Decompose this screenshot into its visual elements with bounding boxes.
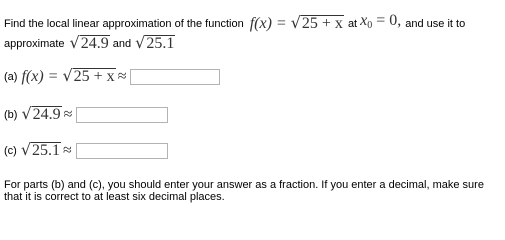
function-expression: f(x) = √ 25 + x — [249, 13, 343, 32]
part-a — [4, 68, 220, 85]
instructions-line2: that it is correct to at least six decimal places. — [4, 191, 225, 203]
and-text: and — [112, 37, 132, 50]
part-c-expression: √ 25.1 — [20, 140, 61, 159]
approx-symbol: ≈ — [63, 105, 73, 123]
part-c-answer-input[interactable] — [76, 143, 168, 159]
part-c-label: (c) — [4, 144, 17, 157]
at-text: at — [347, 17, 358, 30]
approx-symbol: ≈ — [63, 141, 72, 159]
use-text: and use it to — [405, 17, 466, 30]
part-a-answer-input[interactable] — [130, 69, 220, 85]
instructions-line1: For parts (b) and (c), you should enter your answer as a fraction. If you enter a decimal, make sure — [4, 179, 484, 191]
approx-symbol: ≈ — [117, 67, 127, 85]
intro-text: Find the local linear approximation of the function — [4, 17, 244, 30]
part-b-label: (b) — [4, 108, 18, 121]
value-c-expression: √ 25.1 — [135, 33, 175, 52]
point-x0: $x_0 = 0$, — [360, 12, 402, 31]
part-b-expression: √ 24.9 — [21, 104, 61, 123]
problem-statement-line1 — [4, 13, 465, 34]
sqrt-symbol: √ 25 + x — [290, 13, 343, 32]
part-a-expression: f(x) = √ 25 + x — [21, 66, 115, 85]
instructions-note — [4, 179, 484, 203]
part-b — [4, 106, 168, 123]
part-b-answer-input[interactable] — [76, 107, 168, 123]
part-c — [4, 142, 168, 159]
value-b-expression: √ 24.9 — [69, 33, 109, 52]
problem-statement-line2 — [4, 35, 175, 52]
part-a-label: (a) — [4, 70, 18, 83]
approximate-text: approximate — [4, 37, 65, 50]
